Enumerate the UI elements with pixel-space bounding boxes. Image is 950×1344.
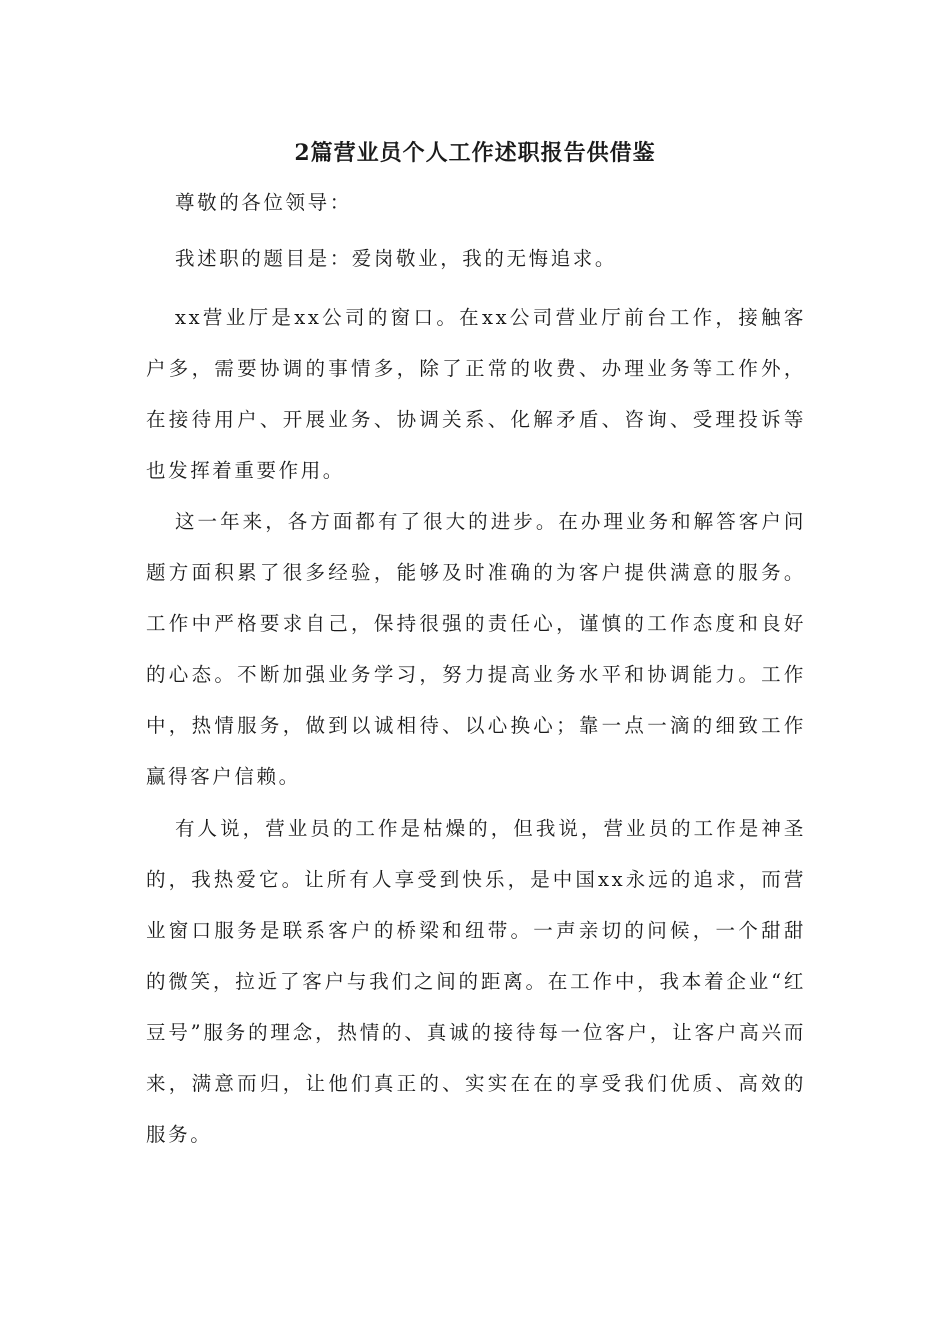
document-title: 2篇营业员个人工作述职报告供借鉴 <box>294 140 656 166</box>
topic-line: 我述职的题目是：爱岗敬业，我的无悔追求。 <box>175 247 618 270</box>
paragraph-2: 这一年来，各方面都有了很大的进步。在办理业务和解答客户问题方面积累了很多经验，能够及时准确的为客户提供满意的服务。工作中严格要求自己，保持很强的责任心，谨慎的工作态度和良好的心态。不断加强业务学习，努力提高业务水平和协调能力。工作中，热情服务，做到以诚相待、以心换心；靠一点一滴的细致工作赢得客户信赖。 <box>146 510 806 788</box>
paragraph-3: 有人说，营业员的工作是枯燥的，但我说，营业员的工作是神圣的，我热爱它。让所有人享受到快乐，是中国xx永远的追求，而营业窗口服务是联系客户的桥梁和纽带。一声亲切的问候，一个甜甜的微笑，拉近了客户与我们之间的距离。在工作中，我本着企业“红豆号”服务的理念，热情的、真诚的接待每一位客户，让客户高兴而来，满意而归，让他们真正的、实实在在的享受我们优质、高效的服务。 <box>146 817 806 1146</box>
paragraph-1: xx营业厅是xx公司的窗口。在xx公司营业厅前台工作，接触客户多，需要协调的事情多，除了正常的收费、办理业务等工作外，在接待用户、开展业务、协调关系、化解矛盾、咨询、受理投诉等也发挥着重要作用。 <box>146 306 806 482</box>
greeting-line: 尊敬的各位领导： <box>175 191 352 214</box>
